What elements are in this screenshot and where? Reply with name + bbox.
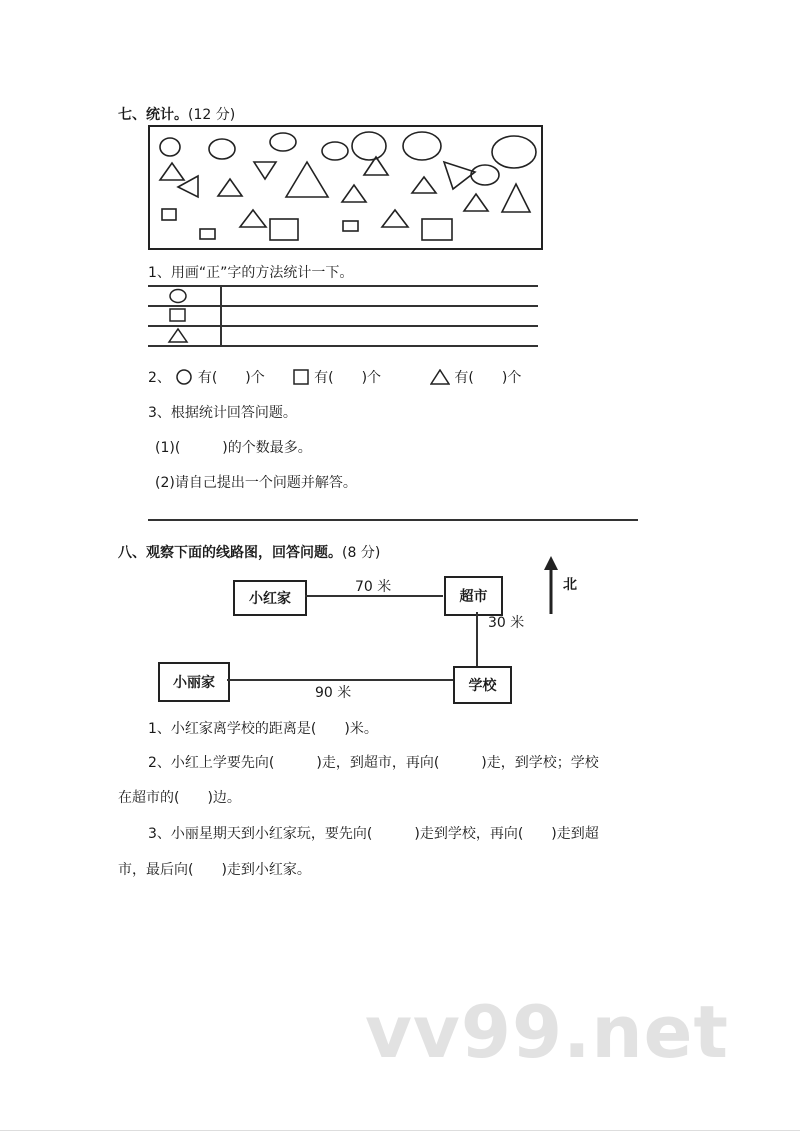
section7-q2 <box>148 367 521 387</box>
section8-title <box>118 542 380 562</box>
triangle-shape <box>502 184 530 212</box>
section8-q2-line2: 在超市的( )边。 <box>118 790 241 806</box>
triangle-shape <box>240 210 266 227</box>
circle-shape <box>270 133 296 151</box>
north-arrow-icon <box>543 556 559 616</box>
circle-shape <box>160 138 180 156</box>
section8-score: (8 分) <box>342 545 381 561</box>
xiaoli-home-box: 小丽家 <box>158 662 230 702</box>
circle-shape <box>471 165 499 185</box>
circle-shape <box>209 139 235 159</box>
circle-shape <box>403 132 441 160</box>
distance-label: 70 米 <box>355 579 392 595</box>
section8-q2-line1: 2、小红上学要先向( )走，到超市，再向( )走，到学校；学校 <box>148 755 599 771</box>
section8-q3-line2: 市，最后向( )走到小红家。 <box>118 862 311 878</box>
circle-icon <box>170 290 186 303</box>
square-count-label: 有( )个 <box>314 370 382 386</box>
section7-score: (12 分) <box>188 107 236 123</box>
circle-icon <box>175 369 193 385</box>
triangle-shape <box>412 177 436 193</box>
triangle-icon <box>430 369 450 385</box>
triangle-shape <box>342 185 366 202</box>
square-shape <box>162 209 176 220</box>
section7-q1: 1、用画“正”字的方法统计一下。 <box>148 265 354 281</box>
triangle-icon <box>169 329 187 342</box>
section7-q3-2: (2)请自己提出一个问题并解答。 <box>155 475 357 491</box>
tally-line <box>148 325 538 327</box>
square-shape <box>200 229 215 239</box>
distance-label: 30 米 <box>488 615 525 631</box>
square-shape <box>343 221 358 231</box>
square-shape <box>422 219 452 240</box>
section7-title-text: 七、统计。 <box>118 107 188 123</box>
supermarket-box: 超市 <box>444 576 503 616</box>
triangle-shape <box>464 194 488 211</box>
tally-line <box>148 285 538 287</box>
route-lihome-school <box>227 679 453 681</box>
q2-prefix: 2、 <box>148 370 171 386</box>
square-icon <box>292 369 310 385</box>
route-market-school <box>476 612 478 666</box>
circle-shape <box>492 136 536 168</box>
triangle-shape <box>254 162 276 179</box>
triangle-count-label: 有( )个 <box>454 370 522 386</box>
circle-shape <box>322 142 348 160</box>
section7-title <box>118 104 235 124</box>
tally-divider <box>220 285 222 347</box>
triangle-shape <box>178 176 198 197</box>
shapes-figure <box>148 125 543 250</box>
section8-q3-line1: 3、小丽星期天到小红家玩，要先向( )走到学校，再向( )走到超 <box>148 826 599 842</box>
tally-line <box>148 305 538 307</box>
page-bottom-edge <box>0 1130 800 1131</box>
answer-line <box>148 519 638 521</box>
section7-q3: 3、根据统计回答问题。 <box>148 405 297 421</box>
xiaohong-home-box: 小红家 <box>233 580 307 616</box>
triangle-shape <box>218 179 242 196</box>
circle-count-label: 有( )个 <box>197 370 265 386</box>
section8-title-text: 八、观察下面的线路图，回答问题。 <box>118 545 342 561</box>
square-shape <box>270 219 298 240</box>
shapes-drawing <box>150 127 545 252</box>
tally-shape-icons <box>165 286 195 346</box>
tally-line <box>148 345 538 347</box>
triangle-shape <box>160 163 184 180</box>
distance-label: 90 米 <box>315 685 352 701</box>
circle-shape <box>352 132 386 160</box>
section8-q1: 1、小红家离学校的距离是( )米。 <box>148 721 378 737</box>
school-box: 学校 <box>453 666 512 704</box>
square-icon <box>170 309 185 321</box>
section7-q3-1: (1)( )的个数最多。 <box>155 440 312 456</box>
triangle-shape <box>382 210 408 227</box>
north-label: 北 <box>563 577 577 593</box>
watermark: vv99.net <box>365 990 729 1074</box>
triangle-shape <box>286 162 328 197</box>
triangle-shape <box>444 162 475 189</box>
